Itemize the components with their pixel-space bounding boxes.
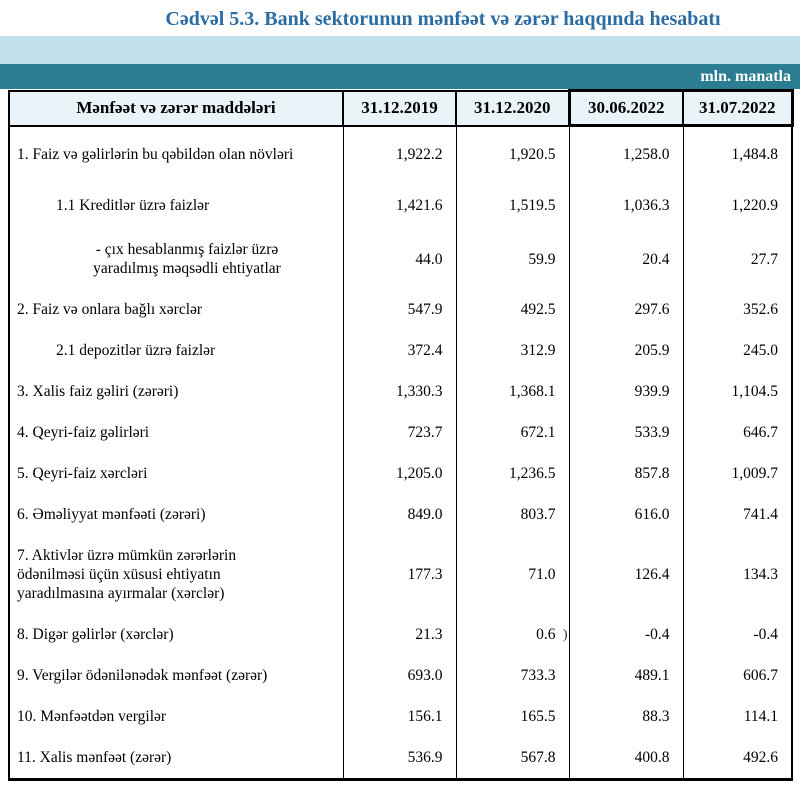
cell-value: 857.8: [569, 453, 683, 494]
cell-value: 1,920.5: [456, 126, 569, 183]
cell-value: 849.0: [343, 494, 456, 535]
cell-value: 492.5: [456, 289, 569, 330]
scan-artifact-mark: ): [562, 627, 568, 642]
cell-value: 741.4: [683, 494, 792, 535]
row-label: 9. Vergilər ödənilənədək mənfəət (zərər): [9, 655, 343, 696]
cell-value: 205.9: [569, 330, 683, 371]
row-label-text: 7. Aktivlər üzrə mümkün zərərlərin ödənilməsi üçün xüsusi ehtiyatın yaradılmasına ayırmalar (xərclər): [17, 547, 237, 602]
cell-value: 1,036.3: [569, 182, 683, 229]
cell-value: 245.0: [683, 330, 792, 371]
cell-value: 352.6: [683, 289, 792, 330]
table-header-row: [9, 91, 792, 126]
cell-value: 733.3: [456, 655, 569, 696]
cell-value: 533.9: [569, 412, 683, 453]
cell-value: -0.4: [683, 614, 792, 655]
cell-value: 672.1: [456, 412, 569, 453]
cell-value: 1,519.5: [456, 182, 569, 229]
table-row: [9, 737, 792, 780]
cell-value: 1,258.0: [569, 126, 683, 183]
item-header-cell: Mənfəət və zərər maddələri: [9, 91, 343, 126]
cell-value: 21.3: [343, 614, 456, 655]
row-label-text: - çıx hesablanmış faizlər üzrə yaradılmış məqsədli ehtiyatlar: [93, 241, 281, 277]
cell-value: 372.4: [343, 330, 456, 371]
row-label: [9, 535, 343, 614]
row-label: 11. Xalis mənfəət (zərər): [9, 737, 343, 780]
cell-value: 44.0: [343, 229, 456, 289]
row-label: 5. Qeyri-faiz xərcləri: [9, 453, 343, 494]
cell-value: -0.4: [569, 614, 683, 655]
profit-loss-table: [8, 89, 794, 781]
date-header-cell: 31.12.2020: [456, 91, 569, 126]
cell-value: 1,205.0: [343, 453, 456, 494]
table-row: [9, 371, 792, 412]
cell-value: 312.9: [456, 330, 569, 371]
page-title: Cədvəl 5.3. Bank sektorunun mənfəət və zərər haqqında hesabatı: [165, 8, 721, 30]
row-label: 2.1 depozitlər üzrə faizlər: [9, 330, 343, 371]
cell-value: 20.4: [569, 229, 683, 289]
cell-value: 1,220.9: [683, 182, 792, 229]
cell-value: 88.3: [569, 696, 683, 737]
cell-value: 1,009.7: [683, 453, 792, 494]
cell-value: 1,236.5: [456, 453, 569, 494]
cell-value: 126.4: [569, 535, 683, 614]
cell-value: 723.7: [343, 412, 456, 453]
table-row: [9, 453, 792, 494]
cell-value: 489.1: [569, 655, 683, 696]
cell-value: 297.6: [569, 289, 683, 330]
table-row: [9, 614, 792, 655]
cell-value: 134.3: [683, 535, 792, 614]
cell-value: 492.6: [683, 737, 792, 780]
cell-value: 567.8: [456, 737, 569, 780]
cell-value: 547.9: [343, 289, 456, 330]
cell-value: 616.0: [569, 494, 683, 535]
cell-value: 1,922.2: [343, 126, 456, 183]
row-label: [9, 229, 343, 289]
table-row: [9, 330, 792, 371]
cell-value: 114.1: [683, 696, 792, 737]
cell-value: 939.9: [569, 371, 683, 412]
cell-value: 1,421.6: [343, 182, 456, 229]
date-header-cell: 30.06.2022: [569, 91, 683, 126]
table-row: [9, 655, 792, 696]
row-label: 4. Qeyri-faiz gəlirləri: [9, 412, 343, 453]
cell-value: 1,484.8: [683, 126, 792, 183]
row-label: 2. Faiz və onlara bağlı xərclər: [9, 289, 343, 330]
cell-value: [456, 614, 569, 655]
cell-value: 1,330.3: [343, 371, 456, 412]
cell-value: 400.8: [569, 737, 683, 780]
table-row: [9, 412, 792, 453]
cell-value: 803.7: [456, 494, 569, 535]
table-row: [9, 182, 792, 229]
row-label: 1. Faiz və gəlirlərin bu qəbildən olan növləri: [9, 126, 343, 183]
decor-band-teal: [0, 64, 800, 89]
cell-value: 1,104.5: [683, 371, 792, 412]
table-row: [9, 126, 792, 183]
cell-value: 71.0: [456, 535, 569, 614]
unit-label: mln. manatla: [700, 68, 791, 85]
decor-band-light: [0, 36, 800, 64]
cell-value: 536.9: [343, 737, 456, 780]
table-row: [9, 229, 792, 289]
date-header-cell: 31.07.2022: [683, 91, 792, 126]
cell-value: 59.9: [456, 229, 569, 289]
cell-value: 606.7: [683, 655, 792, 696]
cell-value: 177.3: [343, 535, 456, 614]
date-header-cell: 31.12.2019: [343, 91, 456, 126]
cell-value: 156.1: [343, 696, 456, 737]
cell-value-text: 0.6: [536, 626, 556, 643]
row-label: 3. Xalis faiz gəliri (zərəri): [9, 371, 343, 412]
table-row: [9, 289, 792, 330]
table-row: [9, 535, 792, 614]
cell-value: 27.7: [683, 229, 792, 289]
cell-value: 1,368.1: [456, 371, 569, 412]
row-label: 1.1 Kreditlər üzrə faizlər: [9, 182, 343, 229]
cell-value: 693.0: [343, 655, 456, 696]
cell-value: 165.5: [456, 696, 569, 737]
table-row: [9, 696, 792, 737]
row-label: 8. Digər gəlirlər (xərclər): [9, 614, 343, 655]
row-label: 6. Əməliyyat mənfəəti (zərəri): [9, 494, 343, 535]
table-row: [9, 494, 792, 535]
cell-value: 646.7: [683, 412, 792, 453]
row-label: 10. Mənfəətdən vergilər: [9, 696, 343, 737]
